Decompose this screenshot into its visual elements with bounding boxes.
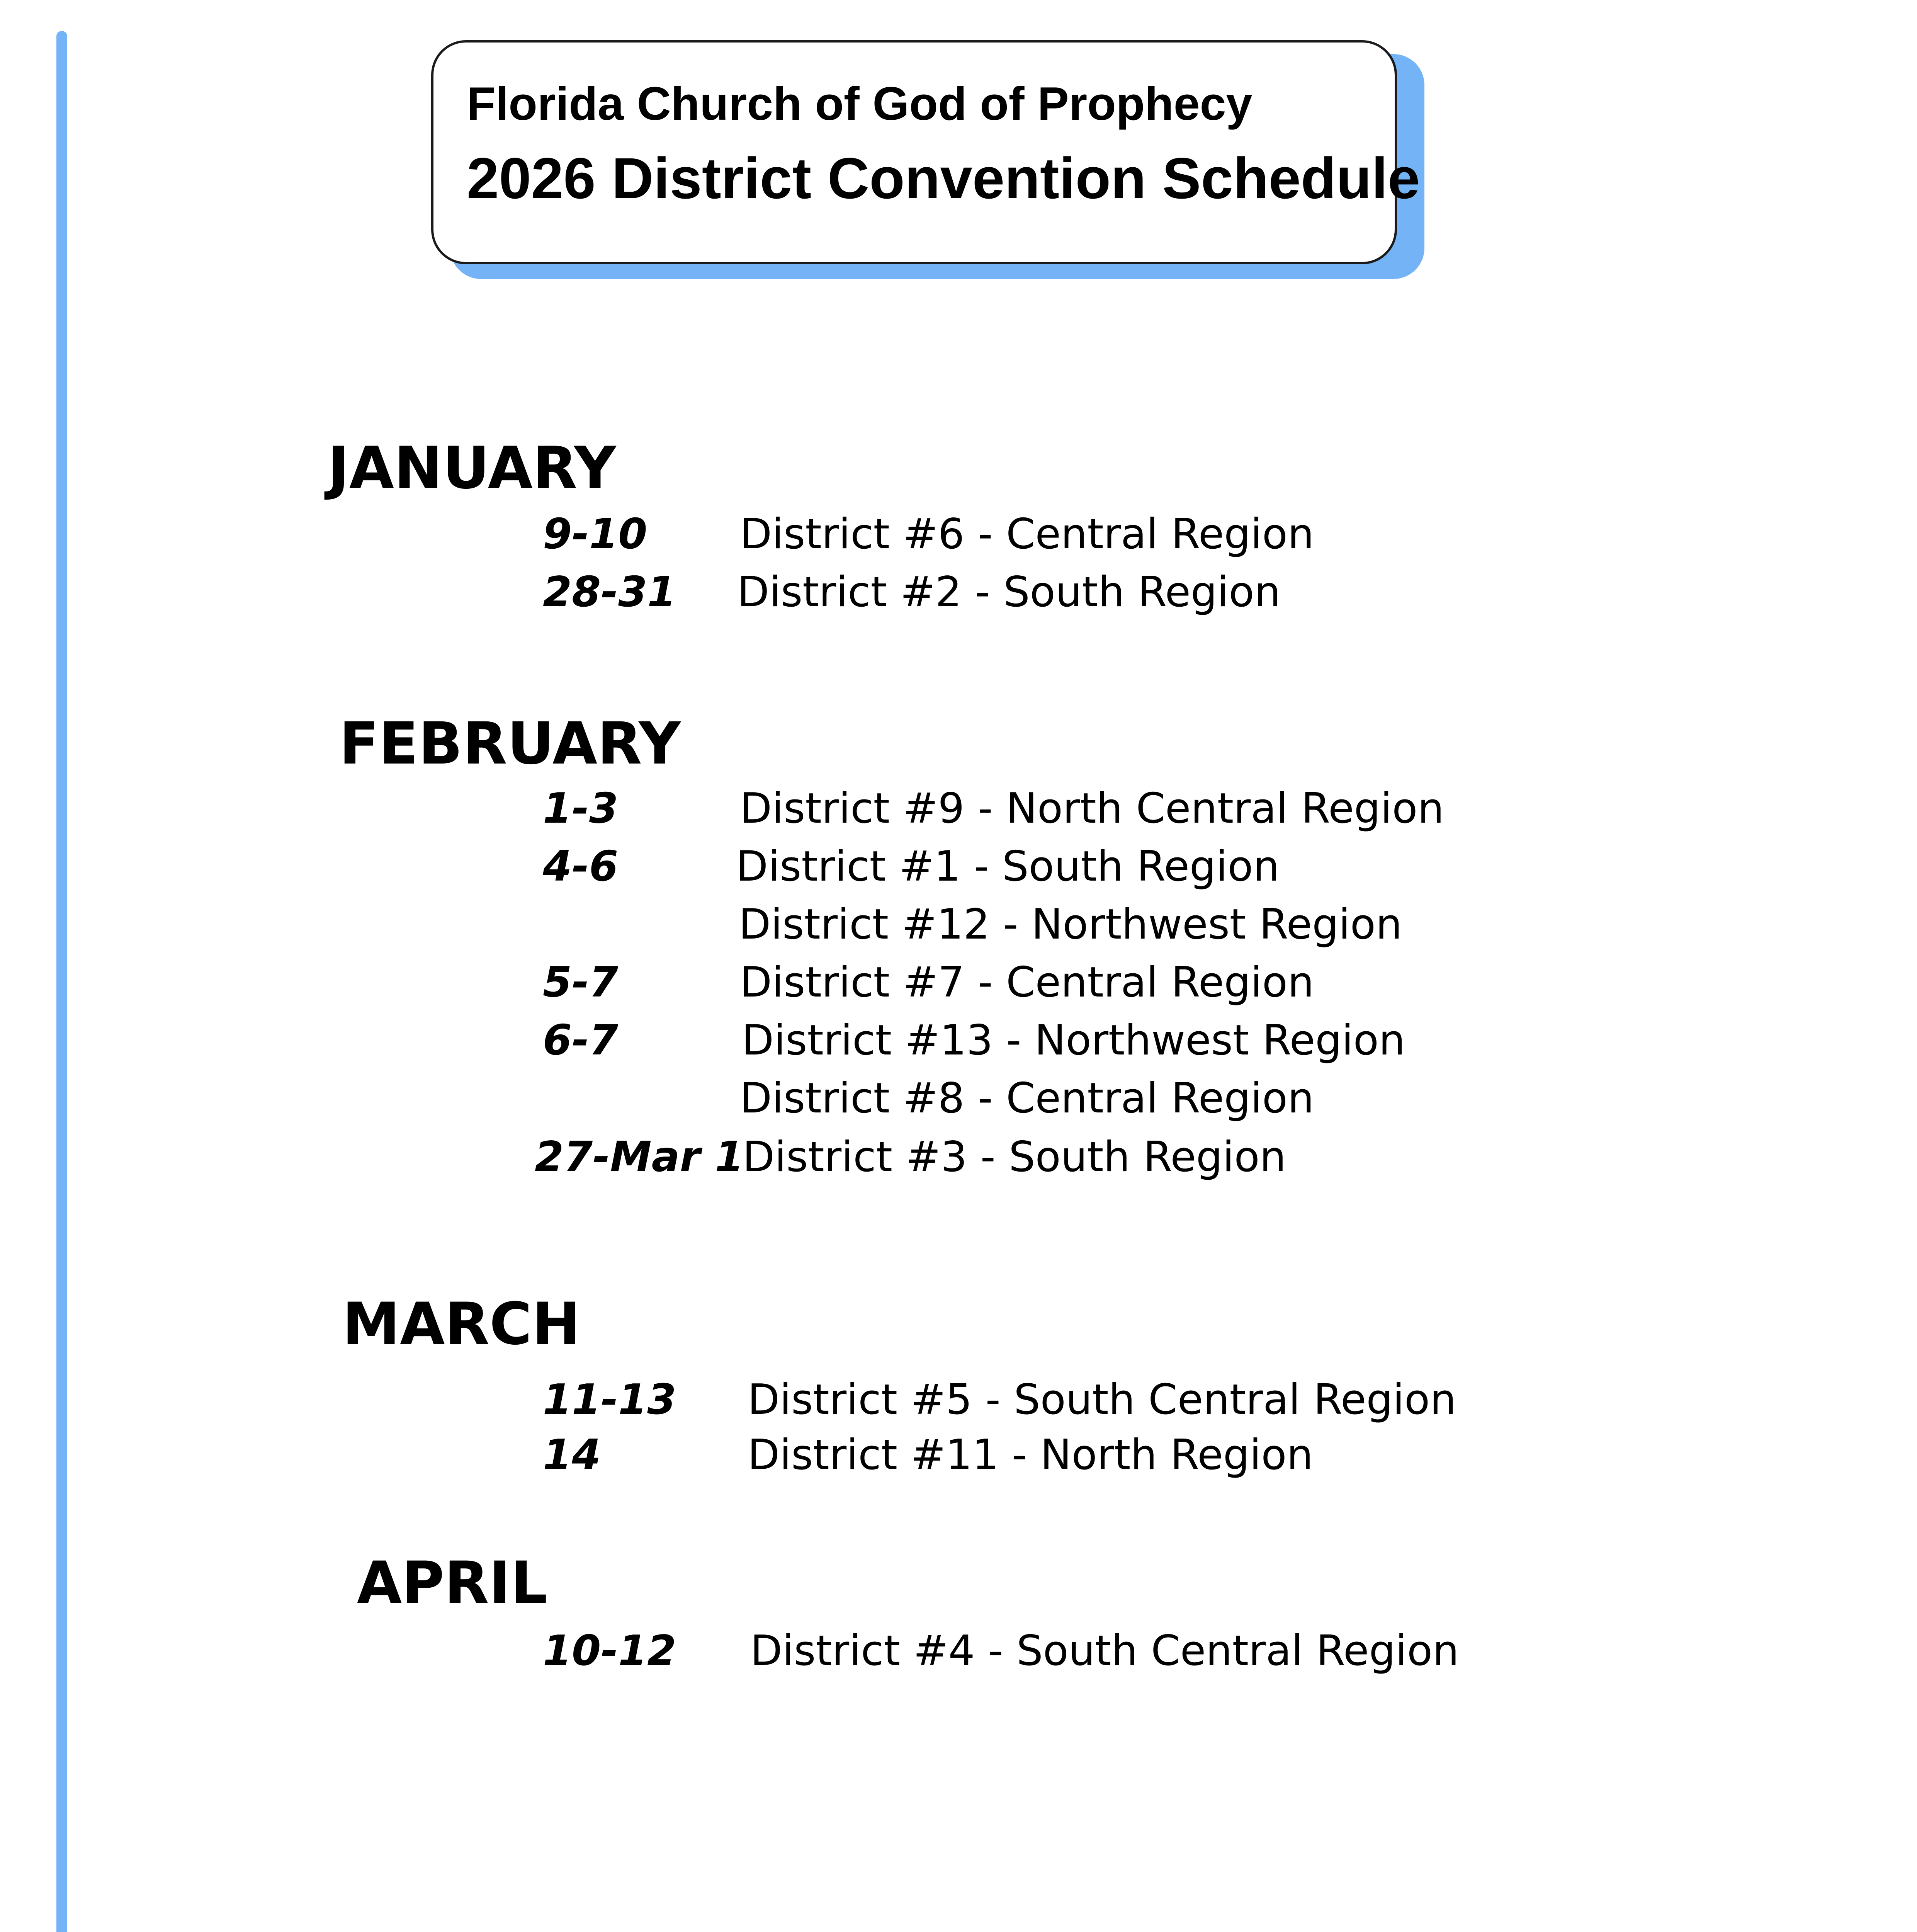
- district-name: District #2 - South Region: [737, 568, 1281, 616]
- district-name: District #6 - Central Region: [740, 510, 1314, 558]
- district-name: District #9 - North Central Region: [740, 784, 1444, 833]
- title-box: [431, 40, 1420, 264]
- month-heading: FEBRUARY: [339, 710, 681, 777]
- date-range: 14: [543, 1431, 601, 1479]
- district-name: District #12 - Northwest Region: [739, 900, 1402, 949]
- district-name: District #5 - South Central Region: [748, 1376, 1456, 1424]
- district-name: District #13 - Northwest Region: [742, 1016, 1405, 1065]
- district-name: District #1 - South Region: [736, 842, 1280, 891]
- date-range: 27-Mar 1: [535, 1133, 744, 1181]
- date-range: 1-3: [543, 784, 619, 833]
- left-border-line: [56, 31, 67, 1932]
- district-name: District #4 - South Central Region: [750, 1627, 1459, 1675]
- date-range: 28-31: [543, 568, 676, 616]
- district-name: District #3 - South Region: [743, 1133, 1286, 1181]
- date-range: 4-6: [543, 842, 619, 891]
- date-range: 10-12: [543, 1627, 676, 1675]
- page-title: 2026 District Convention Schedule: [467, 146, 1420, 211]
- organization-name: Florida Church of God of Prophecy: [467, 77, 1253, 130]
- district-name: District #7 - Central Region: [740, 958, 1314, 1007]
- date-range: 5-7: [543, 958, 619, 1007]
- date-range: 9-10: [543, 510, 647, 558]
- date-range: 6-7: [543, 1016, 619, 1065]
- district-name: District #8 - Central Region: [740, 1074, 1314, 1122]
- month-heading: JANUARY: [328, 435, 616, 502]
- date-range: 11-13: [543, 1376, 676, 1424]
- district-name: District #11 - North Region: [748, 1431, 1313, 1479]
- month-heading: MARCH: [342, 1291, 581, 1358]
- month-heading: APRIL: [357, 1549, 547, 1617]
